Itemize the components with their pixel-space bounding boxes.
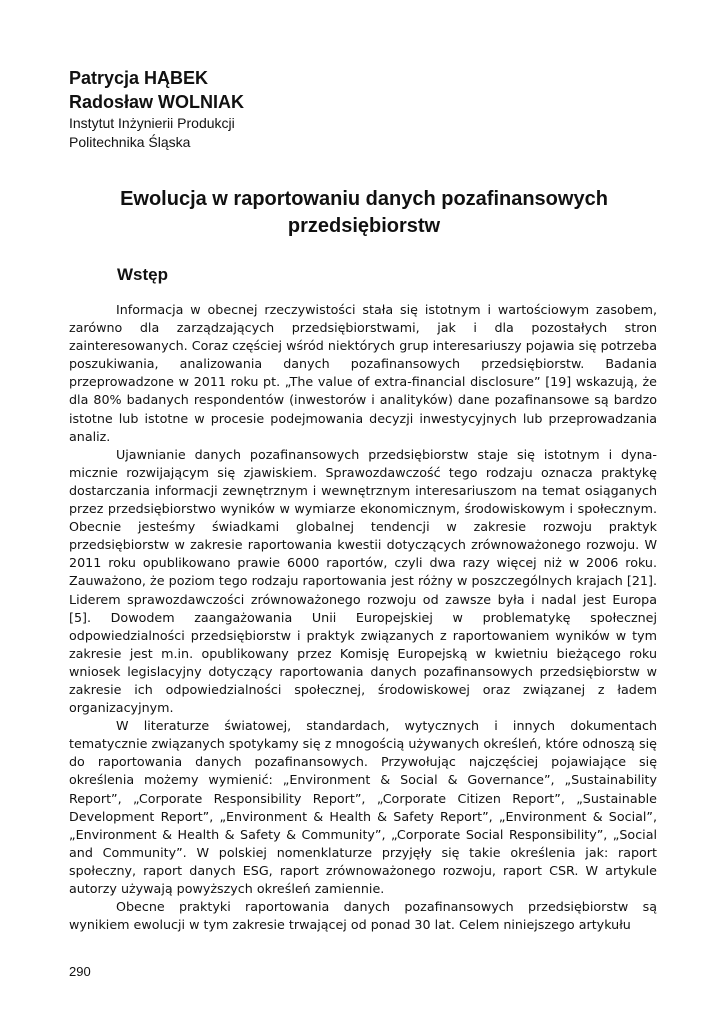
paper-title-line-2: przedsiębiorstw [287, 215, 441, 237]
paragraph-3: W literaturze światowej, standardach, wytycznych i innych dokumentach tematycznie związanych spotykamy się z mnogością używanych określeń, które odnoszą się do raportowania danych pozafinansowych. Przywołując najczęściej pojawiające się określenia możemy wymienić: „Environment & Social & Governance”, „Sustainability Report”, „Corporate Responsibility Report”, „Corporate Citizen Report”, „Sustainable Development Report”, „Environment & Health & Safety Report”, „Environment & Social”, „Environment & Health & Safety & Community”, „Corporate Social Responsibility”, „Social and Community”. W polskiej nomenklaturze przyjęły się takie określenia jak: raport społeczny, raport danych ESG, raport zrównoważonego rozwoju, raport CSR. W artykule autorzy używają powyższych określeń zamiennie. [69, 718, 657, 896]
author-name-1: Patrycja HĄBEK [69, 68, 209, 88]
page-number: 290 [69, 964, 91, 979]
author-block [69, 66, 569, 152]
paper-title-line-1: Ewolucja w raportowaniu danych pozafinansowych [120, 188, 608, 210]
affiliation-institute: Instytut Inżynierii Produkcji [69, 115, 235, 131]
body-text [69, 301, 657, 934]
paragraph-2: Ujawnianie danych pozafinansowych przedsiębiorstw staje się istotnym i dynamicznie rozwijającym się zjawiskiem. Sprawozdawczość tego rodzaju oznacza praktykę dostarczania informacji zewnętrznym i wewnętrznym interesariuszom na temat osiąganych przez przedsiębiorstwo wyników w wymiarze ekonomicznym, środowiskowym i społecznym. Obecnie jesteśmy świadkami globalnej tendencji w zakresie rozwoju praktyk przedsiębiorstw w zakresie raportowania kwestii dotyczących zrównoważonego rozwoju. W 2011 roku opublikowano prawie 6000 raportów, czyli dwa razy więcej niż w 2006 roku. Zauważono, że poziom tego rodzaju raportowania jest różny w poszczególnych krajach [21]. Liderem sprawozdawczości zrównoważonego rozwoju od zawsze była i nadal jest Europa [5]. Dowodem zaangażowania Unii Europejskiej w problematykę społecznej odpowiedzialności przedsiębiorstw i praktyk związanych z raportowaniem wyników w tym zakresie jest m.in. opublikowany przez Komisję Europejską w kwietniu bieżącego roku wniosek legislacyjny dotyczący raportowania danych pozafinansowych przedsiębiorstw w zakresie ich odpowiedzialności społecznej, środowiskowej oraz związanej z ładem organizacyjnym. [69, 446, 657, 716]
section-heading: Wstęp [117, 265, 168, 284]
paragraph-4: Obecne praktyki raportowania danych pozafinansowych przedsiębiorstw są wynikiem ewolucji w tym zakresie trwającej od ponad 30 lat. Celem niniejszego artykułu [69, 899, 657, 933]
affiliation-university: Politechnika Śląska [69, 134, 191, 150]
paragraph-1: Informacja w obecnej rzeczywistości stała się istotnym i wartościowym zasobem, zarówno dla zarządzających przedsiębiorstwami, jak i dla pozostałych stron zainteresowanych. Coraz częściej wśród niektórych grup interesariuszy pojawia się potrzeba poszukiwania, analizowania danych pozafinansowych przedsiębiorstw. Badania przeprowadzone w 2011 roku pt. „The value of extra-financial disclosure” [19] wskazują, że dla 80% badanych respondentów (inwestorów i analityków) dane pozafinansowe są bardzo istotne lub istotne w procesie podejmowania decyzji inwestycyjnych lub przeprowadzania analiz. [69, 302, 657, 444]
author-name-2: Radosław WOLNIAK [69, 92, 245, 112]
paper-title [69, 186, 659, 240]
